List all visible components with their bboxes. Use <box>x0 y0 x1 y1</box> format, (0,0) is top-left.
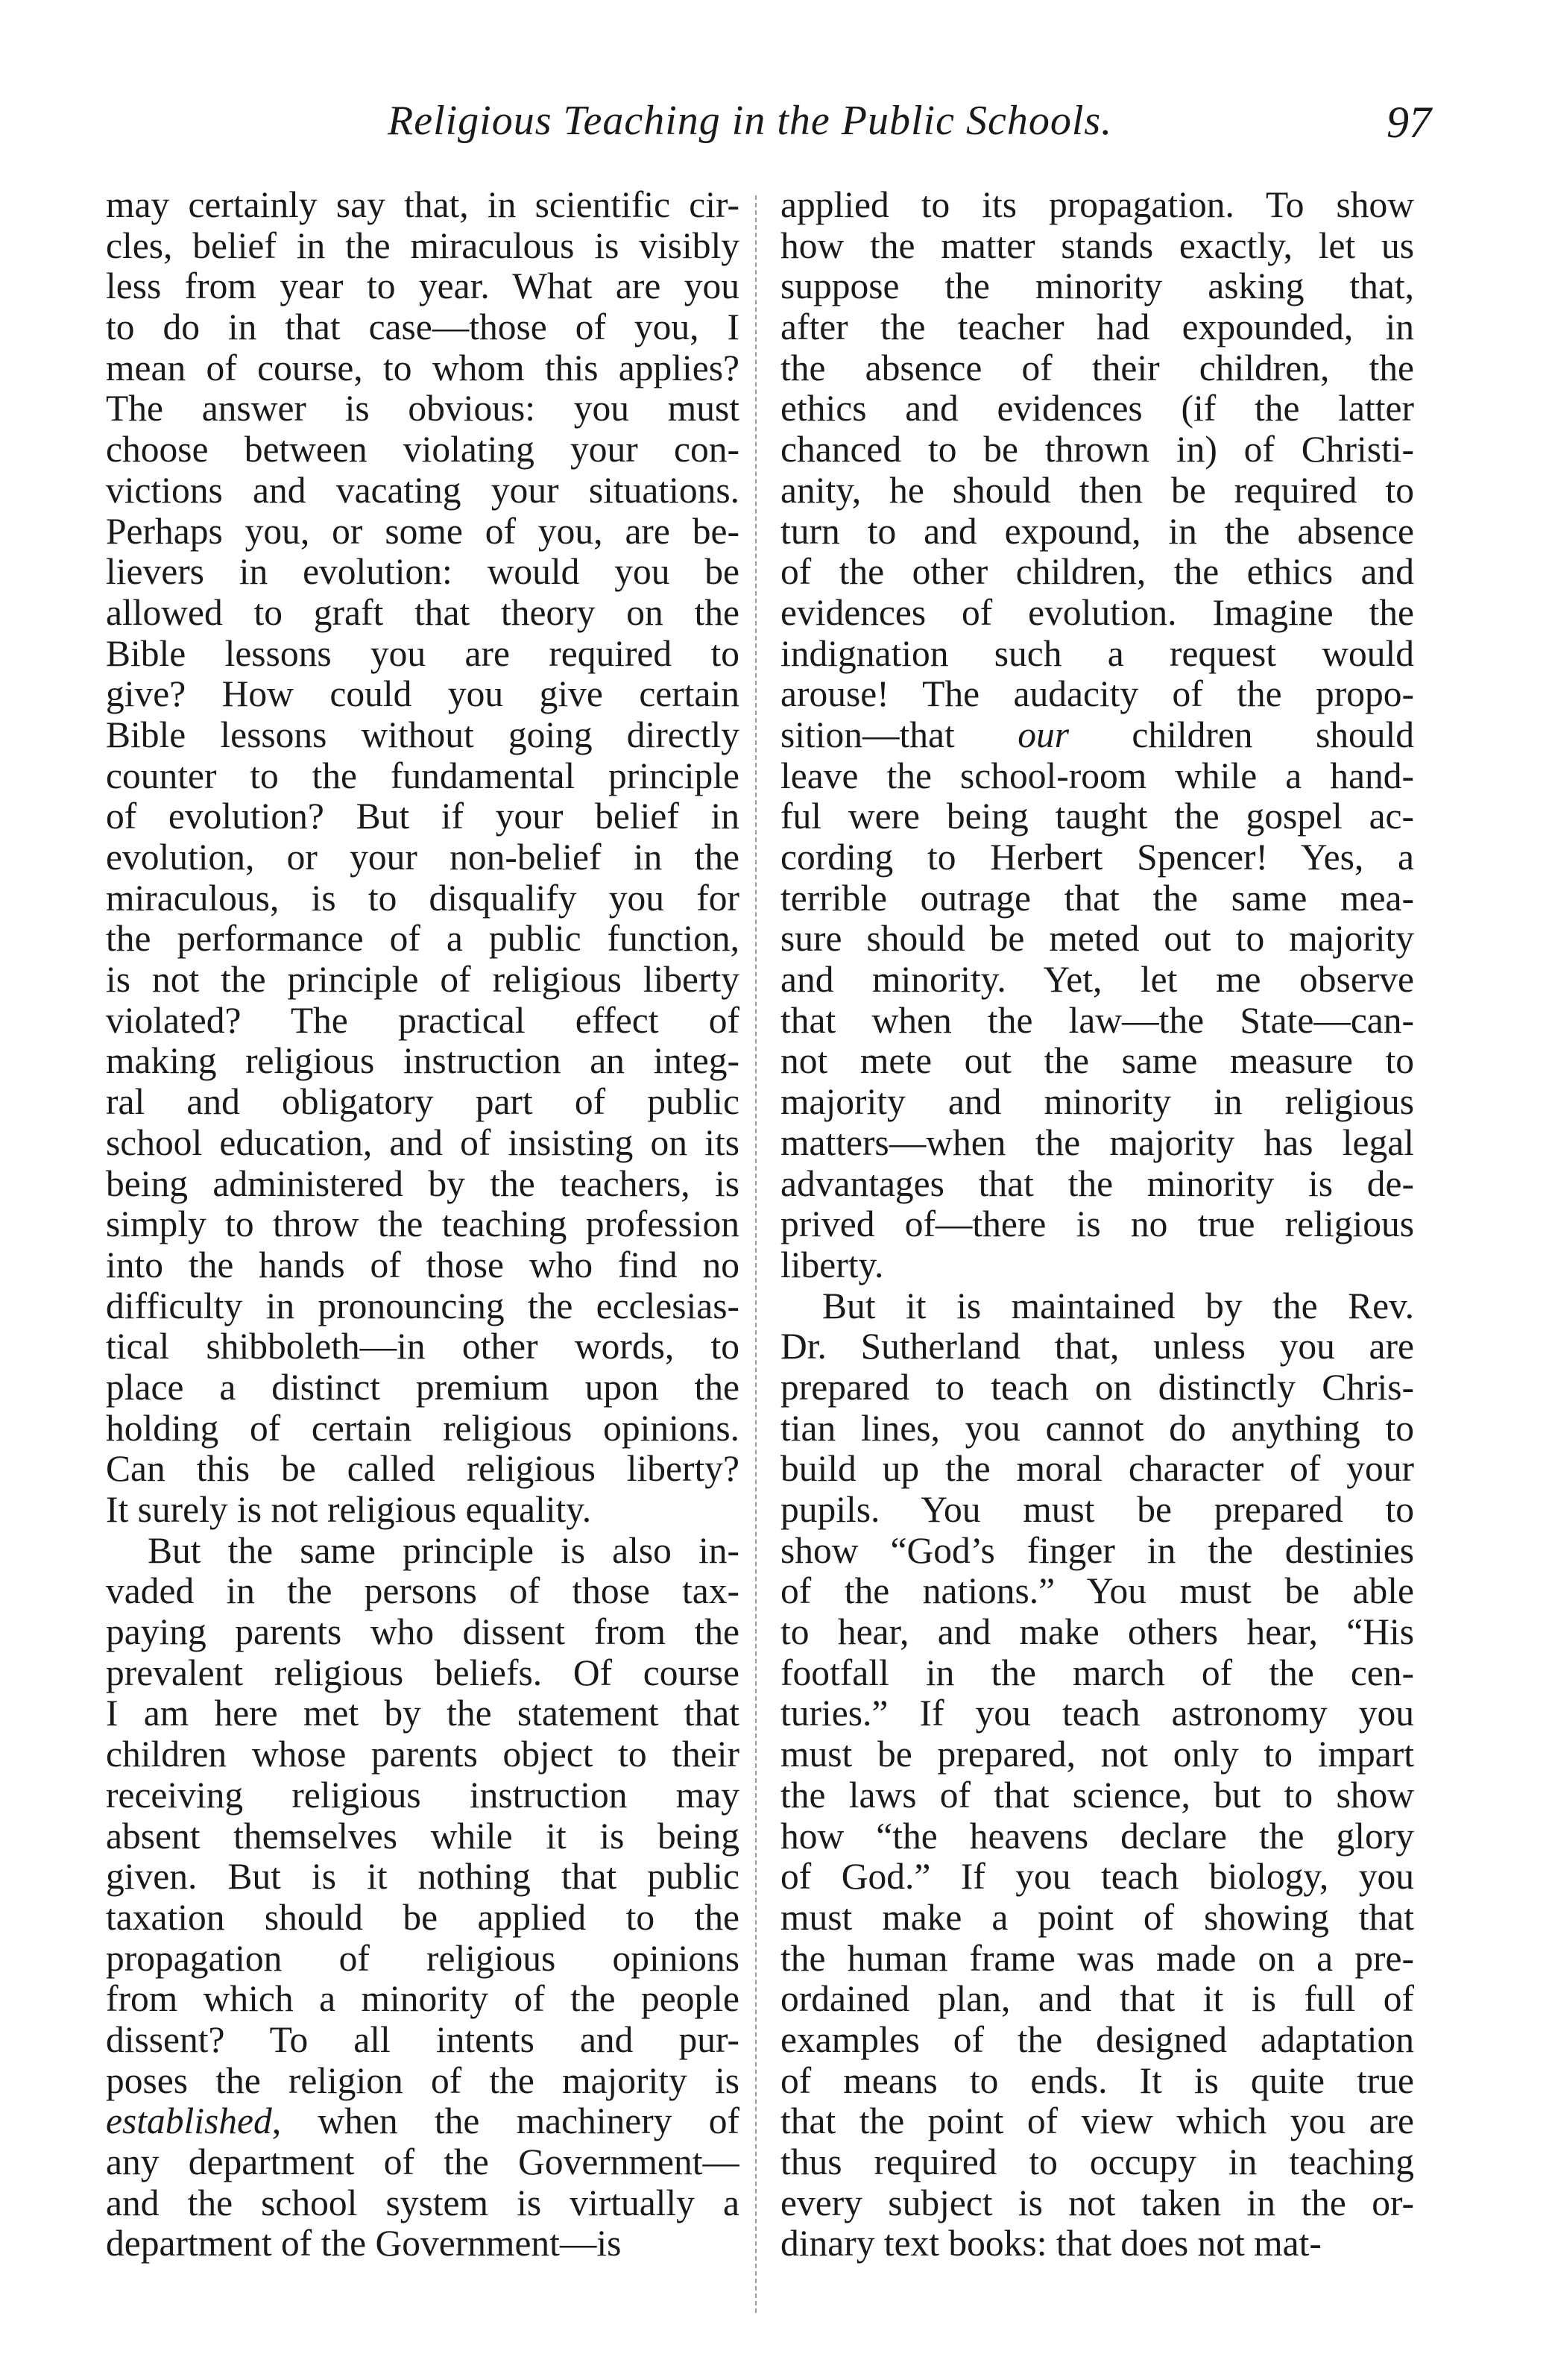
text-line: of the nations.” You must be able <box>780 1571 1414 1612</box>
text-line: absent themselves while it is being <box>106 1816 739 1857</box>
text-line: established, when the machinery of <box>106 2101 739 2142</box>
text-line: the human frame was made on a pre- <box>780 1938 1414 1979</box>
text-line: majority and minority in religious <box>780 1082 1414 1123</box>
text-line: prepared to teach on distinctly Chris- <box>780 1367 1414 1408</box>
text-line: must make a point of showing that <box>780 1897 1414 1938</box>
text-line: the absence of their children, the <box>780 347 1414 388</box>
text-line: that the point of view which you are <box>780 2101 1414 2142</box>
text-line: and minority. Yet, let me observe <box>780 960 1414 1001</box>
text-line: evolution, or your non-belief in the <box>106 837 739 878</box>
text-line: from which a minority of the people <box>106 1979 739 2020</box>
text-line: and the school system is virtually a <box>106 2182 739 2223</box>
text-line: ral and obligatory part of public <box>106 1082 739 1123</box>
text-line: footfall in the march of the cen- <box>780 1652 1414 1693</box>
text-line: of the other children, the ethics and <box>780 552 1414 593</box>
text-line: making religious instruction an integ- <box>106 1041 739 1082</box>
text-line: terrible outrage that the same mea- <box>780 878 1414 919</box>
text-line: examples of the designed adaptation <box>780 2019 1414 2060</box>
text-line: is not the principle of religious liberty <box>106 960 739 1001</box>
text-line: allowed to graft that theory on the <box>106 592 739 633</box>
text-line: place a distinct premium upon the <box>106 1367 739 1408</box>
right-column <box>780 185 1414 2264</box>
text-line: cording to Herbert Spencer! Yes, a <box>780 837 1414 878</box>
text-line: prevalent religious beliefs. Of course <box>106 1652 739 1693</box>
text-line: holding of certain religious opinions. <box>106 1408 739 1449</box>
text-line: poses the religion of the majority is <box>106 2060 739 2101</box>
text-line: every subject is not taken in the or- <box>780 2182 1414 2223</box>
text-line: give? How could you give certain <box>106 674 739 715</box>
text-line: matters—when the majority has legal <box>780 1122 1414 1163</box>
text-line: how “the heavens declare the glory <box>780 1816 1414 1857</box>
text-line: being administered by the teachers, is <box>106 1163 739 1204</box>
text-line: show “God’s finger in the destinies <box>780 1530 1414 1571</box>
text-line: ordained plan, and that it is full of <box>780 1979 1414 2020</box>
text-line: advantages that the minority is de- <box>780 1163 1414 1204</box>
text-line: dinary text books: that does not mat- <box>780 2223 1322 2264</box>
text-line: taxation should be applied to the <box>106 1897 739 1938</box>
text-line: victions and vacating your situations. <box>106 470 739 511</box>
text-line: not mete out the same measure to <box>780 1041 1414 1082</box>
text-line: to hear, and make others hear, “His <box>780 1612 1414 1653</box>
text-line: turn to and expound, in the absence <box>780 511 1414 552</box>
text-line: of evolution? But if your belief in <box>106 796 739 837</box>
text-line: must be prepared, not only to impart <box>780 1734 1414 1775</box>
text-line: sure should be meted out to majority <box>780 919 1414 960</box>
text-line: the laws of that science, but to show <box>780 1775 1414 1816</box>
text-line: suppose the minority asking that, <box>780 266 1414 307</box>
text-line: ethics and evidences (if the latter <box>780 388 1414 429</box>
text-line: evidences of evolution. Imagine the <box>780 592 1414 633</box>
text-line: children whose parents object to their <box>106 1734 739 1775</box>
text-line: Perhaps you, or some of you, are be- <box>106 511 739 552</box>
page-number: 97 <box>1387 98 1431 147</box>
text-line: counter to the fundamental principle <box>106 755 739 796</box>
text-line: into the hands of those who find no <box>106 1244 739 1285</box>
text-line: indignation such a request would <box>780 633 1414 674</box>
running-head <box>104 97 1431 157</box>
text-line: But the same principle is also in- <box>148 1530 739 1571</box>
text-line: Dr. Sutherland that, unless you are <box>780 1326 1414 1367</box>
text-line: any department of the Government— <box>106 2142 739 2182</box>
text-line: dissent? To all intents and pur- <box>106 2019 739 2060</box>
text-line: propagation of religious opinions <box>106 1938 739 1979</box>
text-line: violated? The practical effect of <box>106 1000 739 1041</box>
text-line: I am here met by the statement that <box>106 1693 739 1734</box>
left-column <box>106 185 739 2264</box>
text-line: may certainly say that, in scientific cir- <box>106 185 739 225</box>
text-line: that when the law—the State—can- <box>780 1000 1414 1041</box>
text-line: of means to ends. It is quite true <box>780 2060 1414 2101</box>
text-line: choose between violating your con- <box>106 429 739 470</box>
text-line: vaded in the persons of those tax- <box>106 1571 739 1612</box>
text-line: anity, he should then be required to <box>780 470 1414 511</box>
text-line: after the teacher had expounded, in <box>780 307 1414 348</box>
text-line: chanced to be thrown in) of Christi- <box>780 429 1414 470</box>
text-line: liberty. <box>780 1244 884 1285</box>
text-line: build up the moral character of your <box>780 1449 1414 1490</box>
text-line: simply to throw the teaching profession <box>106 1204 739 1245</box>
text-line: to do in that case—those of you, I <box>106 307 739 348</box>
text-line: applied to its propagation. To show <box>780 185 1414 225</box>
text-line: tical shibboleth—in other words, to <box>106 1326 739 1367</box>
column-divider <box>755 195 757 2313</box>
text-line: arouse! The audacity of the propo- <box>780 674 1414 715</box>
text-line: But it is maintained by the Rev. <box>822 1285 1414 1326</box>
text-line: department of the Government—is <box>106 2223 622 2264</box>
text-line: sition—that our children should <box>780 714 1414 755</box>
text-line: school education, and of insisting on its <box>106 1122 739 1163</box>
text-line: paying parents who dissent from the <box>106 1612 739 1653</box>
text-line: cles, belief in the miraculous is visibly <box>106 225 739 266</box>
text-line: lievers in evolution: would you be <box>106 552 739 593</box>
text-line: leave the school-room while a hand- <box>780 755 1414 796</box>
text-line: miraculous, is to disqualify you for <box>106 878 739 919</box>
text-line: thus required to occupy in teaching <box>780 2142 1414 2182</box>
text-line: Bible lessons without going directly <box>106 714 739 755</box>
text-line: receiving religious instruction may <box>106 1775 739 1816</box>
text-line: Bible lessons you are required to <box>106 633 739 674</box>
text-line: difficulty in pronouncing the ecclesias- <box>106 1285 739 1326</box>
text-line: The answer is obvious: you must <box>106 388 739 429</box>
text-line: pupils. You must be prepared to <box>780 1490 1414 1530</box>
text-line: given. But is it nothing that public <box>106 1857 739 1898</box>
text-line: how the matter stands exactly, let us <box>780 225 1414 266</box>
text-line: prived of—there is no true religious <box>780 1204 1414 1245</box>
text-line: mean of course, to whom this applies? <box>106 347 739 388</box>
text-line: ful were being taught the gospel ac- <box>780 796 1414 837</box>
text-line: less from year to year. What are you <box>106 266 739 307</box>
text-line: the performance of a public function, <box>106 919 739 960</box>
text-line: turies.” If you teach astronomy you <box>780 1693 1414 1734</box>
running-title: Religious Teaching in the Public Schools. <box>388 98 1113 144</box>
text-line: Can this be called religious liberty? <box>106 1449 739 1490</box>
text-line: It surely is not religious equality. <box>106 1490 592 1530</box>
text-line: of God.” If you teach biology, you <box>780 1857 1414 1898</box>
text-line: tian lines, you cannot do anything to <box>780 1408 1414 1449</box>
